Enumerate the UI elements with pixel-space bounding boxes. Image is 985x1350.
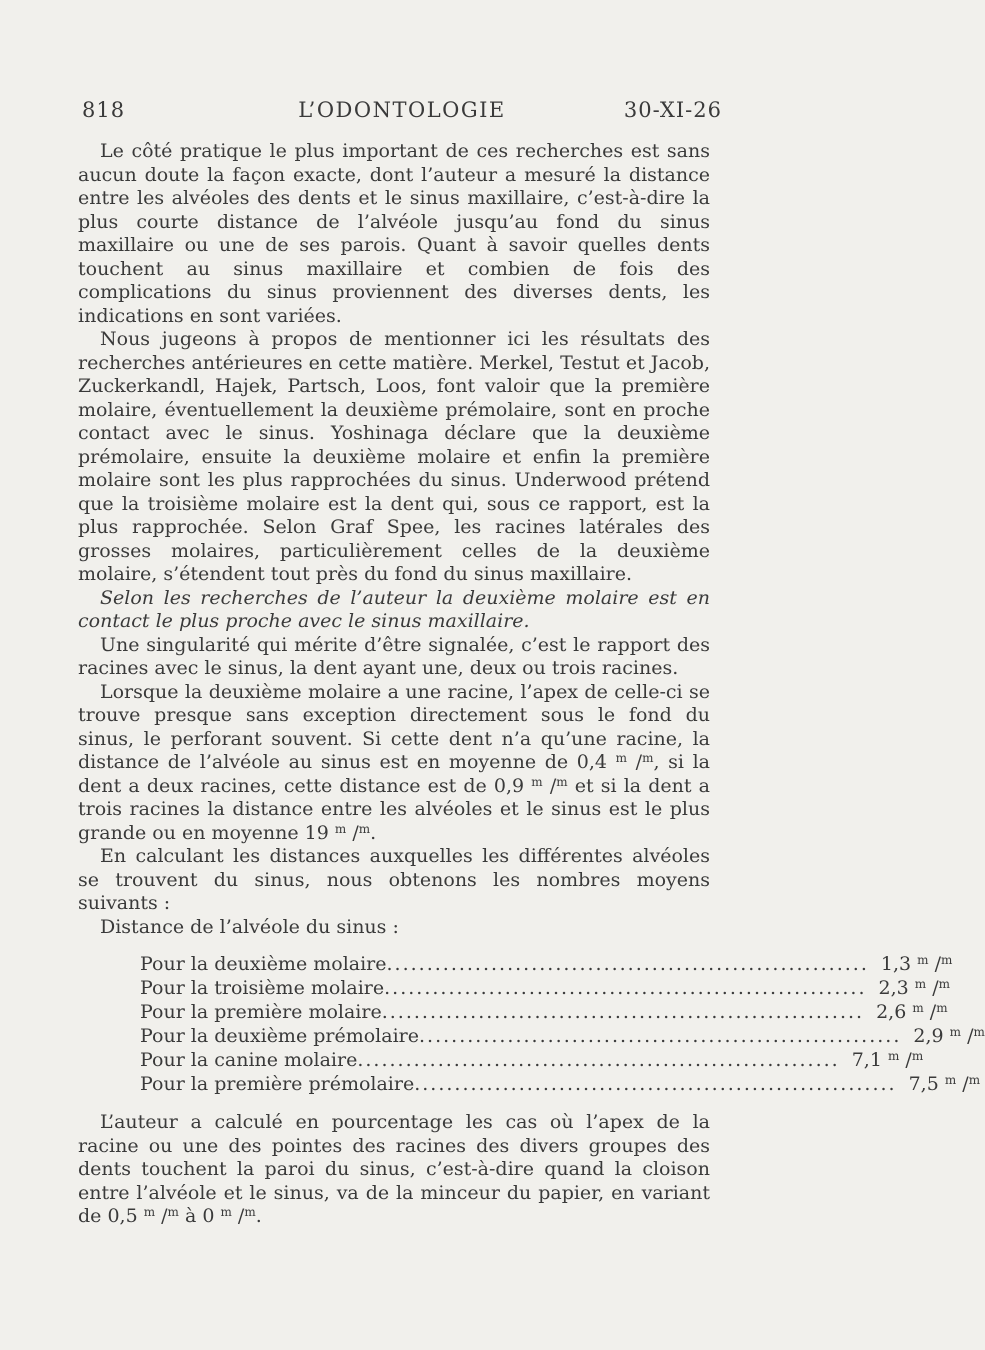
paragraph-8: L’auteur a calculé en pourcentage les cas où l’apex de la racine ou une des pointes des racines des divers groupes des dents touchent la paroi du sinus, c’est-à-dire quand la cloison entre l’alvéole et le sinus, va de la minceur du papier, en variant de 0,5 $^m$ /$^m$ à 0 $^m$ /$^m$. [78, 1111, 710, 1227]
leader-dots: ............................................................ [381, 1001, 865, 1023]
row-value: 7,1 $^m$ /$^m$ [851, 1049, 924, 1071]
article-body [78, 140, 985, 1229]
running-title: L’ODONTOLOGIE [298, 98, 506, 122]
page-number: 818 [82, 98, 126, 122]
row-label: Pour la première prémolaire [140, 1073, 415, 1095]
issue-date: 30-XI-26 [623, 98, 722, 122]
paragraph-5: Lorsque la deuxième molaire a une racine, l’apex de celle-ci se trouve presque sans exception directement sous le fond du sinus, le perforant souvent. Si cette dent n’a qu’une racine, la distance de l’alvéole au sinus est en moyenne de 0,4 $^m$ /$^m$, si la dent a deux racines, cette distance est de 0,9 $^m$ /$^m$ et si la dent a trois racines la distance entre les alvéoles et le sinus est le plus grande ou en moyenne 19 $^m$ /$^m$. [78, 680, 711, 844]
row-label: Pour la deuxième prémolaire [140, 1025, 419, 1047]
paragraph-6: En calculant les distances auxquelles les différentes alvéoles se trouvent du sinus, nous obtenons les nombres moyens suivants : [78, 845, 710, 914]
paragraph-3-italic: Selon les recherches de l’auteur la deuxième molaire est en contact le plus proche avec le sinus maxillaire. [78, 586, 710, 632]
table-row [140, 1025, 985, 1049]
paragraph-7: Distance de l’alvéole du sinus : [100, 915, 399, 938]
leader-dots: ............................................................ [414, 1073, 897, 1095]
paragraph-2: Nous jugeons à propos de mentionner ici les résultats des recherches antérieures en cette matière. Merkel, Testut et Jacob, Zuckerkandl, Hajek, Partsch, Loos, font valoir que la première molaire, éventuellement la deuxième prémolaire, sont en proche contact avec le sinus. Yoshinaga déclare que la deuxième prémolaire, ensuite la deuxième molaire et enfin la première molaire sont les plus rapprochées du sinus. Underwood prétend que la troisième molaire est la dent qui, sous ce rapport, est la plus rapprochée. Selon Graf Spee, les racines latérales des grosses molaires, particulièrement celles de la deuxième molaire, s’étendent tout près du fond du sinus maxillaire. [78, 328, 710, 585]
leader-dots: ............................................................ [384, 977, 867, 999]
distance-table [140, 953, 985, 1097]
row-value: 7,5 $^m$ /$^m$ [908, 1073, 981, 1095]
table-row [140, 1073, 981, 1097]
row-label: Pour la deuxième molaire [140, 953, 387, 975]
paragraph-1: Le côté pratique le plus important de ces recherches est sans aucun doute la façon exacte, dont l’auteur a mesuré la distance entre les alvéoles des dents et le sinus maxillaire, c’est-à-dire la plus courte distance de l’alvéole jusqu’au fond du sinus maxillaire ou une de ses parois. Quant à savoir quelles dents touchent au sinus maxillaire et combien de fois des complications du sinus proviennent des diverses dents, les indications en sont variées. [78, 140, 710, 327]
table-row [140, 977, 950, 1001]
leader-dots: ............................................................ [419, 1025, 902, 1047]
table-row [140, 953, 953, 977]
table-row [140, 1049, 924, 1073]
table-row [140, 1001, 948, 1025]
row-value: 1,3 $^m$ /$^m$ [880, 953, 953, 975]
row-label: Pour la canine molaire [140, 1049, 358, 1071]
row-value: 2,9 $^m$ /$^m$ [913, 1025, 985, 1047]
leader-dots: ............................................................ [386, 953, 869, 975]
leader-dots: ............................................................ [357, 1049, 840, 1071]
paragraph-4: Une singularité qui mérite d’être signalée, c’est le rapport des racines avec le sinus, la dent ayant une, deux ou trois racines. [78, 633, 710, 679]
row-label: Pour la troisième molaire [140, 977, 385, 999]
row-label: Pour la première molaire [140, 1001, 382, 1023]
row-value: 2,6 $^m$ /$^m$ [876, 1001, 948, 1023]
row-value: 2,3 $^m$ /$^m$ [878, 977, 950, 999]
